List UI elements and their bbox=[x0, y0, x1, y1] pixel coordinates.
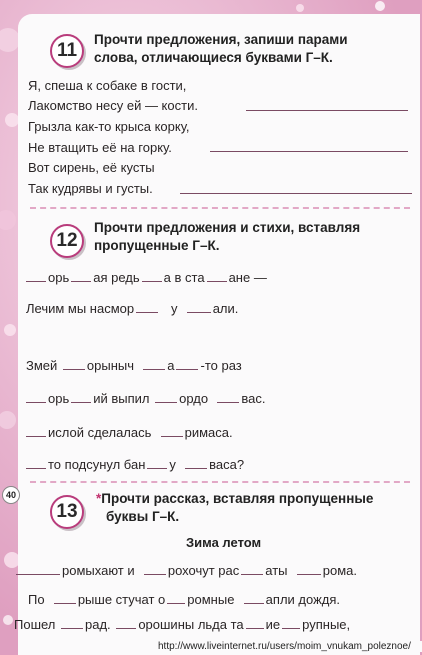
exercise-12-task: Прочти предложения и стихи, вставляя пропущенные Г–К. bbox=[94, 220, 361, 253]
letter-blank[interactable] bbox=[136, 300, 158, 313]
ex12-line-2: Лечим мы насмор у али. bbox=[26, 301, 239, 316]
page-number: 40 bbox=[2, 486, 20, 504]
answer-line-2[interactable] bbox=[210, 151, 408, 152]
ex12-line-1: орь ая редь а в ста ане — bbox=[24, 269, 267, 286]
letter-blank[interactable] bbox=[217, 390, 239, 403]
letter-blank[interactable] bbox=[144, 562, 166, 575]
poem-line-3: Грызла как-то крыса корку, bbox=[28, 119, 190, 134]
letter-blank[interactable] bbox=[246, 616, 264, 629]
letter-blank[interactable] bbox=[54, 591, 76, 604]
ex12-line-4: орь ий выпил ордо вас. bbox=[24, 390, 265, 407]
letter-blank[interactable] bbox=[116, 616, 136, 629]
letter-blank[interactable] bbox=[147, 456, 167, 469]
exercise-13-task: *Прочти рассказ, вставляя пропущенные буквы Г–К. bbox=[96, 491, 374, 524]
letter-blank[interactable] bbox=[185, 456, 207, 469]
letter-blank[interactable] bbox=[297, 562, 321, 575]
ex12-line-5: ислой сделалась римаса. bbox=[24, 424, 233, 441]
ex13-line-2: По рыше стучат о ромные апли дождя. bbox=[28, 592, 341, 607]
exercise-12-number: 12 bbox=[50, 224, 84, 258]
exercise-11-task: Прочти предложения, запиши парами слова, отличающиеся буквами Г–К. bbox=[94, 32, 348, 65]
letter-blank[interactable] bbox=[155, 390, 177, 403]
letter-blank[interactable] bbox=[142, 269, 162, 282]
poem-line-2: Лакомство несу ей — кости. bbox=[28, 98, 198, 113]
section-divider bbox=[30, 481, 410, 483]
letter-blank[interactable] bbox=[63, 357, 85, 370]
letter-blank[interactable] bbox=[143, 357, 165, 370]
letter-blank[interactable] bbox=[176, 357, 198, 370]
letter-blank[interactable] bbox=[26, 390, 46, 403]
ex12-line-6: то подсунул бан у васа? bbox=[24, 456, 244, 473]
letter-blank[interactable] bbox=[167, 591, 185, 604]
optional-star-icon: * bbox=[96, 491, 102, 506]
letter-blank[interactable] bbox=[244, 591, 264, 604]
answer-line-1[interactable] bbox=[246, 110, 408, 111]
letter-blank[interactable] bbox=[26, 456, 46, 469]
poem-line-6: Так кудрявы и густы. bbox=[28, 181, 153, 196]
ex12-line-3: Змей орыныч а -то раз bbox=[26, 358, 242, 373]
letter-blank[interactable] bbox=[26, 269, 46, 282]
poem-line-4: Не втащить её на горку. bbox=[28, 140, 172, 155]
letter-blank[interactable] bbox=[71, 269, 91, 282]
letter-blank[interactable] bbox=[26, 424, 46, 437]
poem-line-5: Вот сирень, её кусты bbox=[28, 160, 155, 175]
exercise-11-number: 11 bbox=[50, 34, 84, 68]
letter-blank[interactable] bbox=[187, 300, 211, 313]
watermark-url: http://www.liveinternet.ru/users/moim_vnukam_poleznoe/ bbox=[158, 641, 422, 652]
section-divider bbox=[30, 207, 410, 209]
letter-blank[interactable] bbox=[241, 562, 263, 575]
letter-blank[interactable] bbox=[207, 269, 227, 282]
ex13-line-3: Пошел рад. орошины льда та ие рупные, bbox=[14, 617, 351, 632]
story-title: Зима летом bbox=[186, 535, 262, 550]
letter-blank[interactable] bbox=[161, 424, 183, 437]
letter-blank[interactable] bbox=[61, 616, 83, 629]
letter-blank[interactable] bbox=[71, 390, 91, 403]
ex13-line-1: ромыхают и рохочут рас аты рома. bbox=[14, 562, 357, 579]
letter-blank[interactable] bbox=[282, 616, 300, 629]
letter-blank[interactable] bbox=[16, 562, 60, 575]
exercise-13-number: 13 bbox=[50, 495, 84, 529]
poem-line-1: Я, спеша к собаке в гости, bbox=[28, 78, 187, 93]
answer-line-3[interactable] bbox=[180, 193, 412, 194]
